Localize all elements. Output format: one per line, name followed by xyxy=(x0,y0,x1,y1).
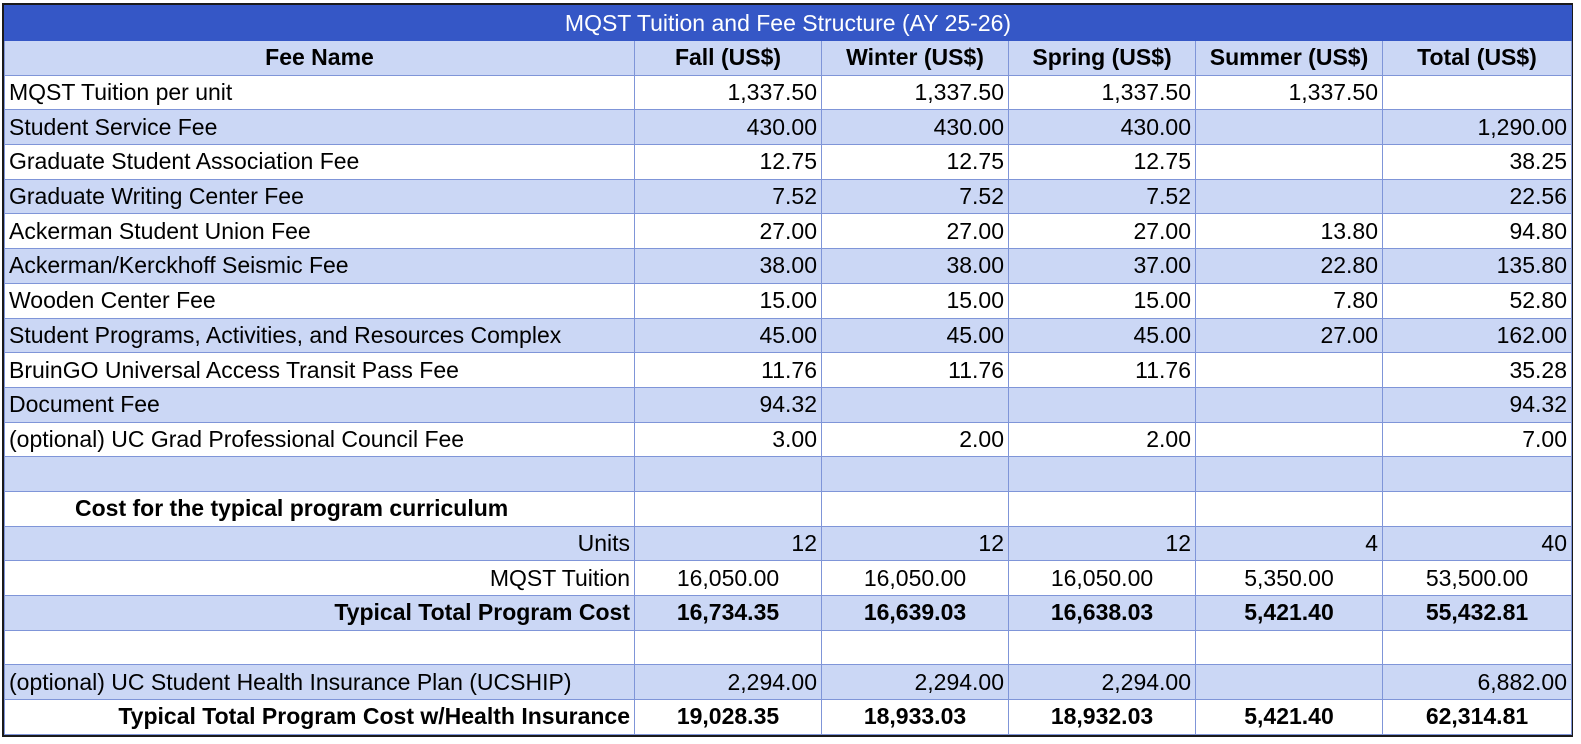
fee-winter: 430.00 xyxy=(822,110,1009,145)
units-fall: 12 xyxy=(635,526,822,561)
fee-name: BruinGO Universal Access Transit Pass Fee xyxy=(5,353,635,388)
tuition-summer: 5,350.00 xyxy=(1196,561,1383,596)
units-spring: 12 xyxy=(1009,526,1196,561)
fee-spring xyxy=(1009,387,1196,422)
fee-summer: 13.80 xyxy=(1196,214,1383,249)
fee-fall: 430.00 xyxy=(635,110,822,145)
tuition-total: 53,500.00 xyxy=(1383,561,1572,596)
fee-summer xyxy=(1196,353,1383,388)
fee-fall: 15.00 xyxy=(635,283,822,318)
fee-summer xyxy=(1196,110,1383,145)
fee-name: Graduate Student Association Fee xyxy=(5,145,635,180)
fee-total: 7.00 xyxy=(1383,422,1572,457)
fee-fall: 11.76 xyxy=(635,353,822,388)
typical-total-row xyxy=(5,596,1572,631)
title-row xyxy=(5,6,1572,41)
fee-table-sheet xyxy=(2,3,1573,737)
fee-fall: 38.00 xyxy=(635,249,822,284)
total-with-health-label: Typical Total Program Cost w/Health Insurance xyxy=(5,700,635,735)
header-fee-name: Fee Name xyxy=(5,41,635,76)
table-row xyxy=(5,145,1572,180)
typical-total-total: 55,432.81 xyxy=(1383,596,1572,631)
fee-name: Document Fee xyxy=(5,387,635,422)
fee-total: 94.80 xyxy=(1383,214,1572,249)
fee-fall: 1,337.50 xyxy=(635,75,822,110)
total-with-health-fall: 19,028.35 xyxy=(635,700,822,735)
spacer-row xyxy=(5,630,1572,665)
header-spring: Spring (US$) xyxy=(1009,41,1196,76)
fee-spring: 2.00 xyxy=(1009,422,1196,457)
units-label: Units xyxy=(5,526,635,561)
header-total: Total (US$) xyxy=(1383,41,1572,76)
fee-summer: 7.80 xyxy=(1196,283,1383,318)
units-summer: 4 xyxy=(1196,526,1383,561)
table-row xyxy=(5,318,1572,353)
tuition-spring: 16,050.00 xyxy=(1009,561,1196,596)
fee-table xyxy=(4,5,1572,735)
health-label: (optional) UC Student Health Insurance Plan (UCSHIP) xyxy=(5,665,635,700)
fee-winter: 12.75 xyxy=(822,145,1009,180)
fee-winter: 7.52 xyxy=(822,179,1009,214)
fee-fall: 27.00 xyxy=(635,214,822,249)
typical-total-winter: 16,639.03 xyxy=(822,596,1009,631)
fee-summer: 27.00 xyxy=(1196,318,1383,353)
section-title: Cost for the typical program curriculum xyxy=(5,491,635,526)
table-row xyxy=(5,353,1572,388)
fee-spring: 15.00 xyxy=(1009,283,1196,318)
fee-fall: 94.32 xyxy=(635,387,822,422)
total-with-health-total: 62,314.81 xyxy=(1383,700,1572,735)
health-fall: 2,294.00 xyxy=(635,665,822,700)
fee-name: Wooden Center Fee xyxy=(5,283,635,318)
fee-fall: 45.00 xyxy=(635,318,822,353)
fee-summer: 22.80 xyxy=(1196,249,1383,284)
fee-winter xyxy=(822,387,1009,422)
health-winter: 2,294.00 xyxy=(822,665,1009,700)
total-with-health-winter: 18,933.03 xyxy=(822,700,1009,735)
total-with-health-summer: 5,421.40 xyxy=(1196,700,1383,735)
fee-name: (optional) UC Grad Professional Council Fee xyxy=(5,422,635,457)
table-row xyxy=(5,387,1572,422)
fee-spring: 12.75 xyxy=(1009,145,1196,180)
total-with-health-spring: 18,932.03 xyxy=(1009,700,1196,735)
fee-total: 135.80 xyxy=(1383,249,1572,284)
fee-total: 52.80 xyxy=(1383,283,1572,318)
fee-winter: 11.76 xyxy=(822,353,1009,388)
fee-fall: 12.75 xyxy=(635,145,822,180)
fee-total: 162.00 xyxy=(1383,318,1572,353)
fee-fall: 7.52 xyxy=(635,179,822,214)
fee-spring: 37.00 xyxy=(1009,249,1196,284)
fee-name: Ackerman Student Union Fee xyxy=(5,214,635,249)
fee-total: 1,290.00 xyxy=(1383,110,1572,145)
fee-spring: 11.76 xyxy=(1009,353,1196,388)
fee-total: 35.28 xyxy=(1383,353,1572,388)
table-row xyxy=(5,249,1572,284)
units-winter: 12 xyxy=(822,526,1009,561)
typical-total-spring: 16,638.03 xyxy=(1009,596,1196,631)
health-summer xyxy=(1196,665,1383,700)
table-row xyxy=(5,110,1572,145)
table-row xyxy=(5,75,1572,110)
typical-total-summer: 5,421.40 xyxy=(1196,596,1383,631)
fee-winter: 2.00 xyxy=(822,422,1009,457)
table-title: MQST Tuition and Fee Structure (AY 25-26) xyxy=(5,6,1572,41)
spacer-row xyxy=(5,457,1572,492)
fee-total: 38.25 xyxy=(1383,145,1572,180)
fee-winter: 45.00 xyxy=(822,318,1009,353)
fee-spring: 45.00 xyxy=(1009,318,1196,353)
total-with-health-row xyxy=(5,700,1572,735)
fee-summer xyxy=(1196,387,1383,422)
fee-total: 94.32 xyxy=(1383,387,1572,422)
section-title-row xyxy=(5,491,1572,526)
fee-name: Student Service Fee xyxy=(5,110,635,145)
fee-name: Ackerman/Kerckhoff Seismic Fee xyxy=(5,249,635,284)
tuition-label: MQST Tuition xyxy=(5,561,635,596)
header-winter: Winter (US$) xyxy=(822,41,1009,76)
fee-winter: 27.00 xyxy=(822,214,1009,249)
tuition-winter: 16,050.00 xyxy=(822,561,1009,596)
table-row xyxy=(5,214,1572,249)
table-row xyxy=(5,422,1572,457)
header-fall: Fall (US$) xyxy=(635,41,822,76)
typical-total-fall: 16,734.35 xyxy=(635,596,822,631)
header-summer: Summer (US$) xyxy=(1196,41,1383,76)
tuition-fall: 16,050.00 xyxy=(635,561,822,596)
fee-total xyxy=(1383,75,1572,110)
health-total: 6,882.00 xyxy=(1383,665,1572,700)
fee-total: 22.56 xyxy=(1383,179,1572,214)
fee-spring: 430.00 xyxy=(1009,110,1196,145)
header-row xyxy=(5,41,1572,76)
fee-name: Student Programs, Activities, and Resources Complex xyxy=(5,318,635,353)
fee-summer xyxy=(1196,179,1383,214)
fee-name: MQST Tuition per unit xyxy=(5,75,635,110)
health-spring: 2,294.00 xyxy=(1009,665,1196,700)
units-total: 40 xyxy=(1383,526,1572,561)
fee-spring: 1,337.50 xyxy=(1009,75,1196,110)
health-row xyxy=(5,665,1572,700)
fee-summer xyxy=(1196,145,1383,180)
fee-spring: 27.00 xyxy=(1009,214,1196,249)
table-row xyxy=(5,283,1572,318)
fee-winter: 1,337.50 xyxy=(822,75,1009,110)
fee-summer xyxy=(1196,422,1383,457)
units-row xyxy=(5,526,1572,561)
fee-spring: 7.52 xyxy=(1009,179,1196,214)
fee-summer: 1,337.50 xyxy=(1196,75,1383,110)
typical-total-label: Typical Total Program Cost xyxy=(5,596,635,631)
tuition-row xyxy=(5,561,1572,596)
fee-name: Graduate Writing Center Fee xyxy=(5,179,635,214)
fee-fall: 3.00 xyxy=(635,422,822,457)
table-row xyxy=(5,179,1572,214)
fee-winter: 15.00 xyxy=(822,283,1009,318)
fee-winter: 38.00 xyxy=(822,249,1009,284)
